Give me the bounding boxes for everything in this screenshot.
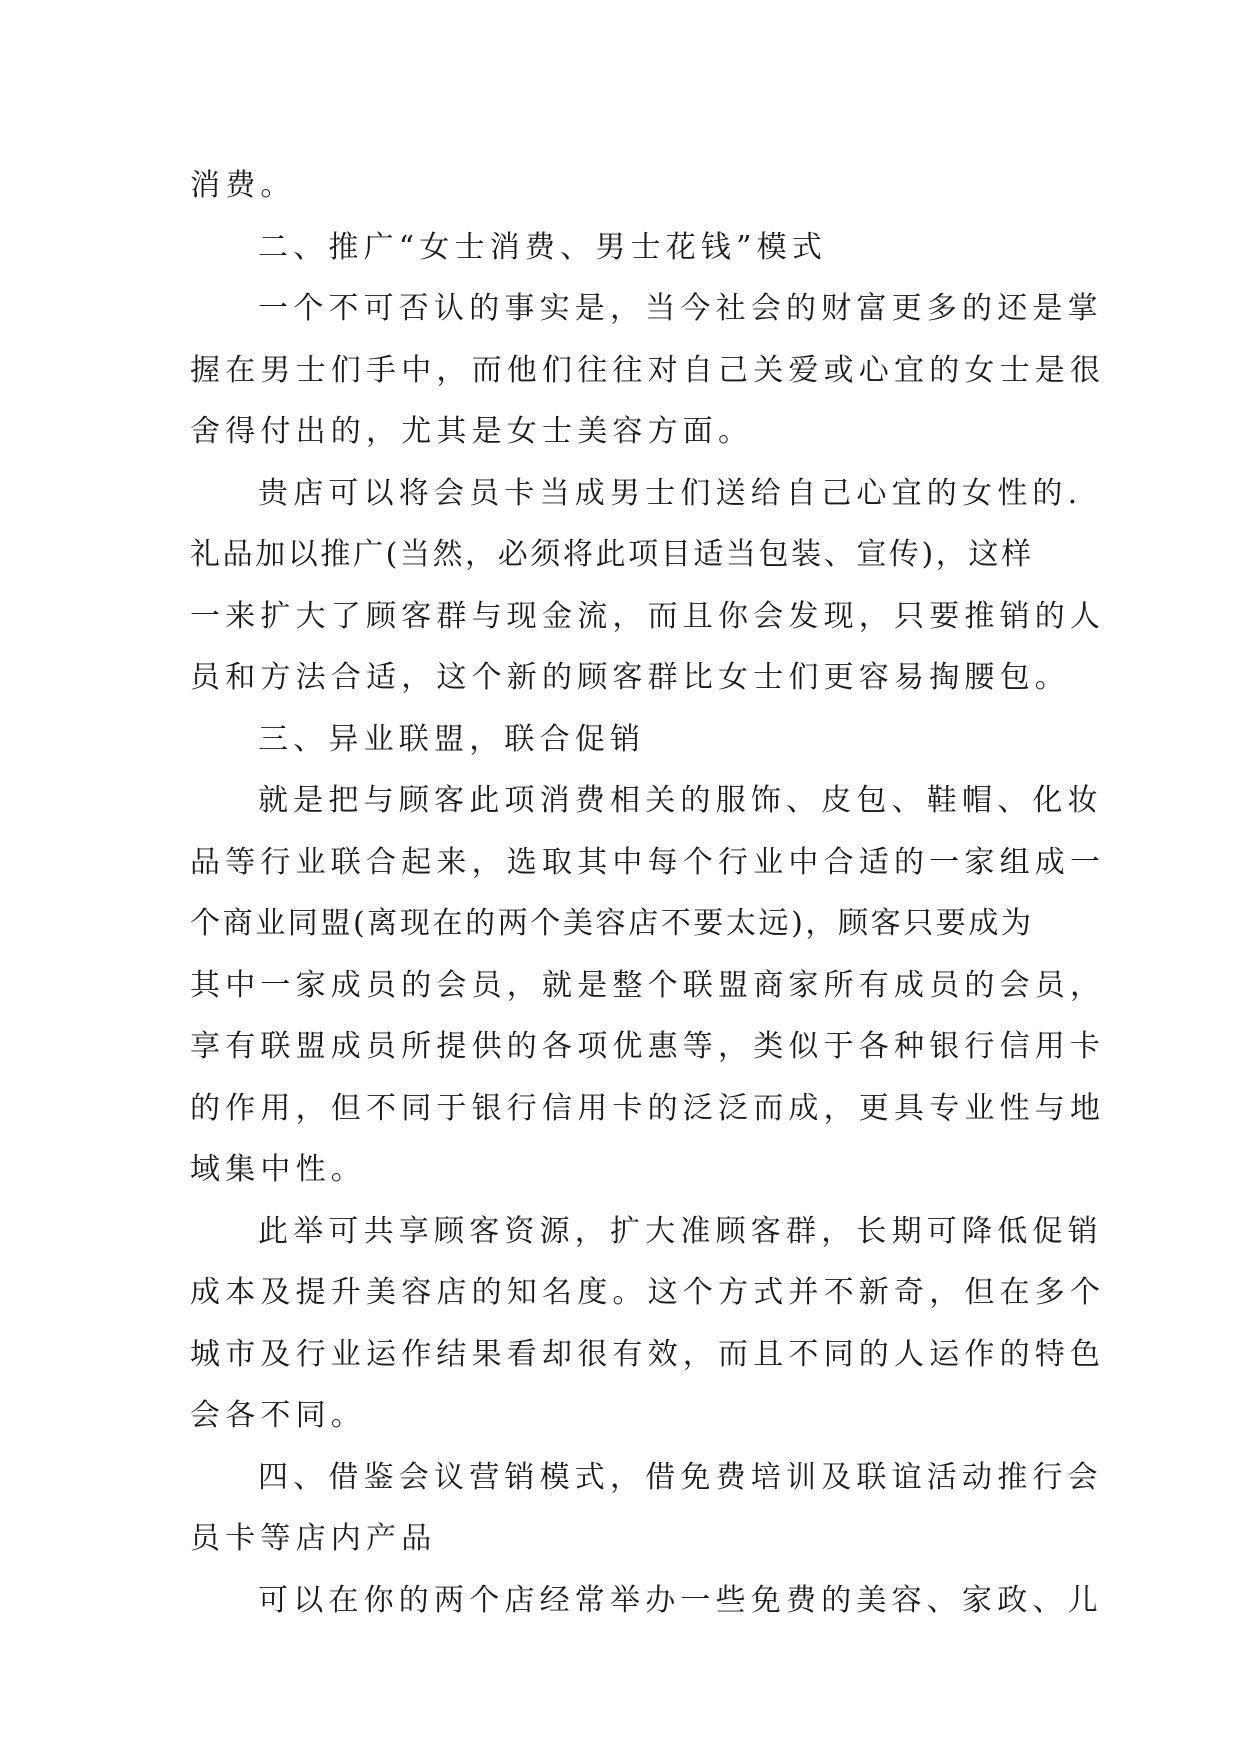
section-heading-2: 二、推广“女士消费、男士花钱”模式 — [258, 229, 828, 265]
paragraph-line: 品等行业联合起来，选取其中每个行业中合适的一家组成一 — [190, 844, 1106, 880]
document-body — [190, 155, 1106, 1631]
paragraph-line: 个商业同盟(离现在的两个美容店不要太远)，顾客只要成为 — [190, 906, 1034, 941]
paragraph-line: 享有联盟成员所提供的各项优惠等，类似于各种银行信用卡 — [190, 1029, 1106, 1064]
paragraph-line: 成本及提升美容店的知名度。这个方式并不新奇，但在多个 — [190, 1275, 1106, 1310]
paragraph-line: 的作用，但不同于银行信用卡的泛泛而成，更具专业性与地 — [190, 1090, 1106, 1126]
paragraph-line: 此举可共享顾客资源，扩大准顾客群，长期可降低促销 — [258, 1213, 1103, 1249]
paragraph-line: 可以在你的两个店经常举办一些免费的美容、家政、儿 — [258, 1582, 1103, 1618]
paragraph-line: 会各不同。 — [190, 1398, 366, 1433]
paragraph-line: 贵店可以将会员卡当成男士们送给自己心宜的女性的. — [258, 475, 1083, 511]
paragraph-line: 一个不可否认的事实是，当今社会的财富更多的还是掌 — [258, 291, 1103, 326]
section-heading-4-continued: 员卡等店内产品 — [190, 1521, 437, 1556]
paragraph-line: 一来扩大了顾客群与现金流，而且你会发现，只要推销的人 — [190, 598, 1106, 634]
paragraph-line: 礼品加以推广(当然，必须将此项目适当包装、宣传)，这样 — [190, 537, 1034, 572]
paragraph-line: 握在男士们手中，而他们往往对自己关爱或心宜的女士是很 — [190, 352, 1106, 388]
paragraph-line: 城市及行业运作结果看却很有效，而且不同的人运作的特色 — [190, 1336, 1106, 1372]
section-heading-3: 三、异业联盟，联合促销 — [258, 721, 646, 757]
paragraph-line: 员和方法合适，这个新的顾客群比女士们更容易掏腰包。 — [190, 660, 1070, 695]
paragraph-line: 其中一家成员的会员，就是整个联盟商家所有成员的会员， — [190, 967, 1106, 1003]
paragraph-line: 消费。 — [190, 168, 296, 203]
paragraph-line: 就是把与顾客此项消费相关的服饰、皮包、鞋帽、化妆 — [258, 783, 1103, 818]
section-heading-4: 四、借鉴会议营销模式，借免费培训及联谊活动推行会 — [258, 1459, 1103, 1495]
paragraph-line: 域集中性。 — [190, 1152, 366, 1187]
paragraph-line: 舍得付出的，尤其是女士美容方面。 — [190, 414, 754, 449]
